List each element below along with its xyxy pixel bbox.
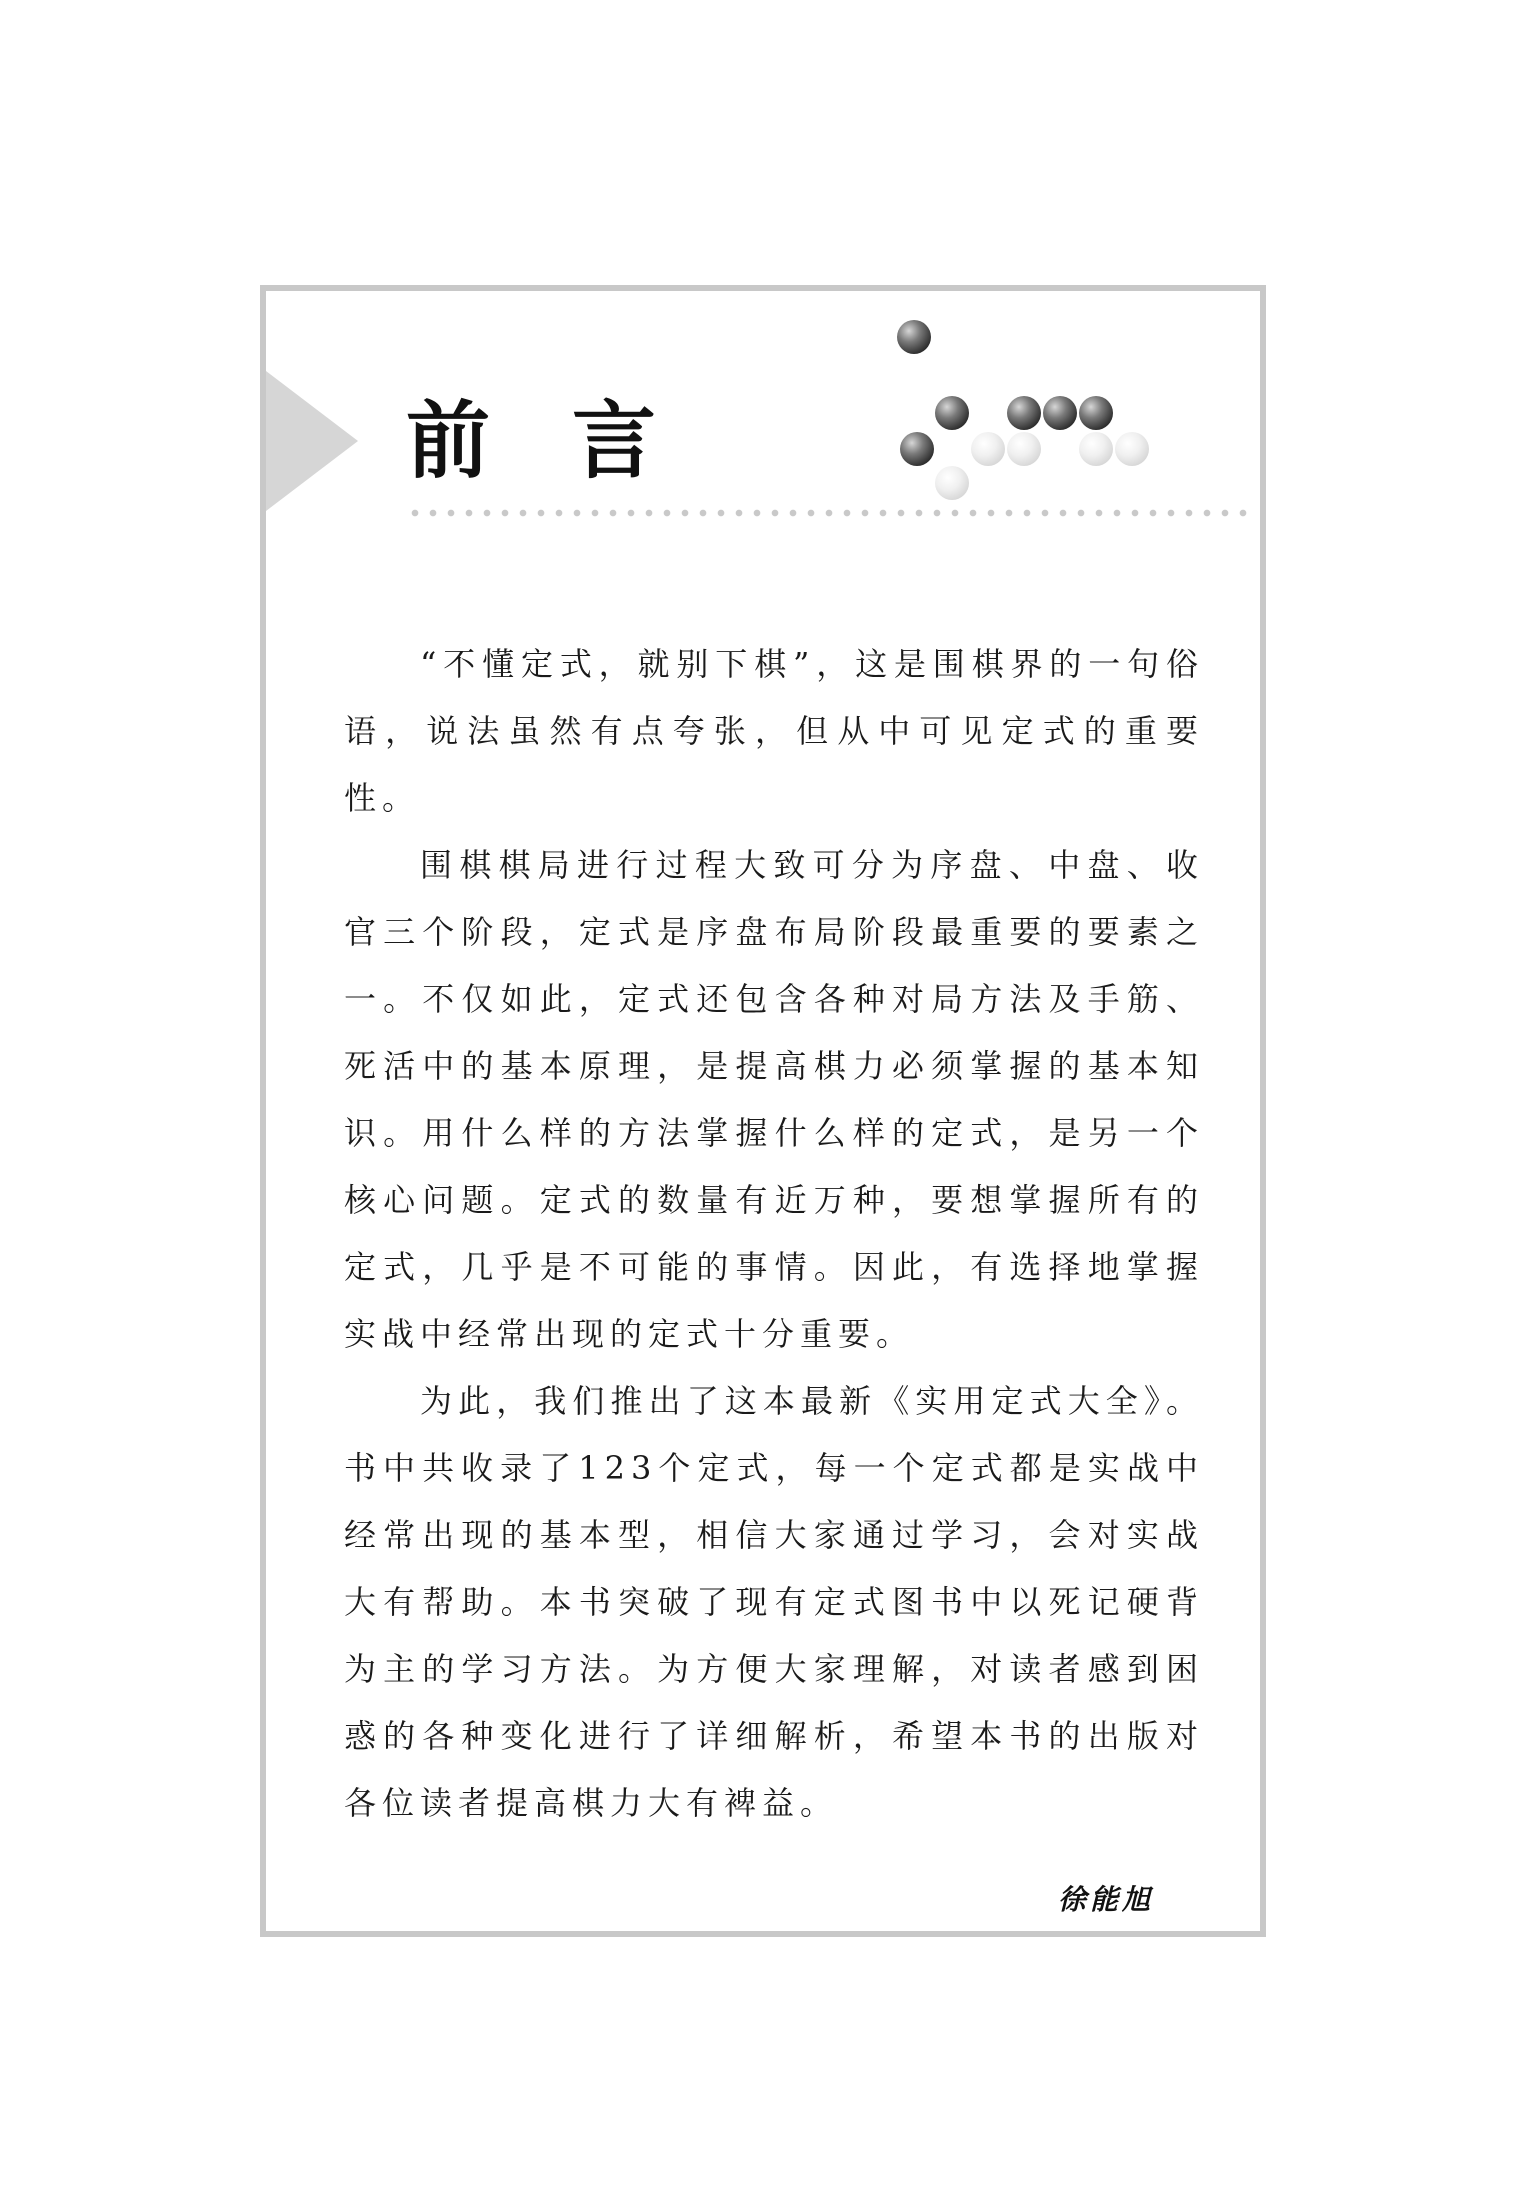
black-stone-icon	[1007, 396, 1041, 430]
paragraph: 围棋棋局进行过程大致可分为序盘、中盘、收官三个阶段，定式是序盘布局阶段最重要的要素之一。不仅如此，定式还包含各种对局方法及手筋、死活中的基本原理，是提高棋力必须掌握的基本知识。用什么样的方法掌握什么样的定式，是另一个核心问题。定式的数量有近万种，要想掌握所有的定式，几乎是不可能的事情。因此，有选择地掌握实战中经常出现的定式十分重要。	[344, 846, 1204, 1353]
white-stone-icon	[1079, 432, 1113, 466]
title-char-1: 前	[406, 391, 491, 490]
author-signature: 徐能旭	[1057, 1883, 1154, 1916]
go-stones-decoration	[266, 291, 1272, 591]
title-char-2: 言	[572, 391, 657, 490]
page-frame	[260, 285, 1266, 1937]
white-stone-icon	[1007, 432, 1041, 466]
paragraph: 为此，我们推出了这本最新《实用定式大全》。书中共收录了123个定式，每一个定式都是实战中经常出现的基本型，相信大家通过学习，会对实战大有帮助。本书突破了现有定式图书中以死记硬背为主的学习方法。为方便大家理解，对读者感到困惑的各种变化进行了详细解析，希望本书的出版对各位读者提高棋力大有裨益。	[344, 1382, 1204, 1822]
white-stone-icon	[935, 466, 969, 500]
black-stone-icon	[1043, 396, 1077, 430]
black-stone-icon	[1079, 396, 1113, 430]
black-stone-icon	[935, 396, 969, 430]
paragraph: “不懂定式，就别下棋”，这是围棋界的一句俗语，说法虽然有点夸张，但从中可见定式的重要性。	[344, 645, 1204, 817]
preface-body	[344, 631, 1204, 1837]
black-stone-icon	[897, 320, 931, 354]
black-stone-icon	[900, 432, 934, 466]
white-stone-icon	[1115, 432, 1149, 466]
white-stone-icon	[971, 432, 1005, 466]
